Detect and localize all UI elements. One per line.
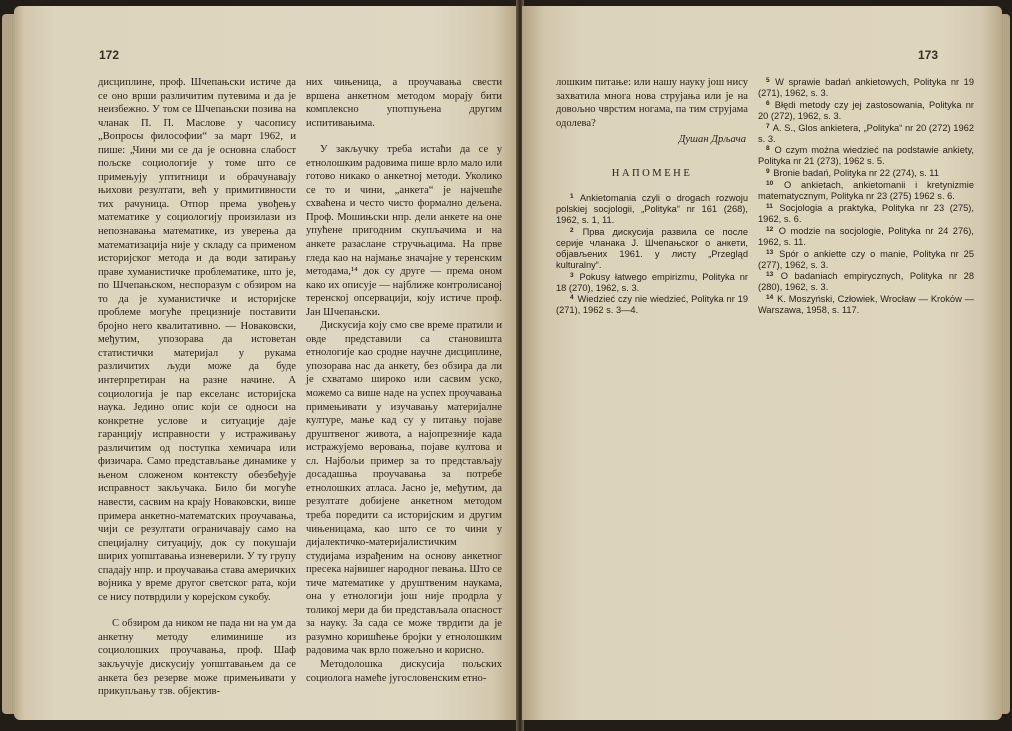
paragraph: Дискусија коју смо све време пратили и овде представили са становишта етнологије као сродне научне дисциплине, упозорава нас да анкету, без обзира да ли је схватамо широко или сасвим уско, можемо са више наде на успех проучавања примењивати у изучавању материјалне културе, мање кад су у питању појаве друштвеног живота, а најопрезније када истражујемо веровања, појаве култова и сл. Најбољи пример за то представљају досадашња проучавања за потребе етнолошких атласа. Јасно је, међутим, да резултате добијене анкетном методом треба поредити са историјским и другим чињеницама, као што се то чини у дијалектичко-материјалистичким студијама израђеним на основу анкетног пресека највишег народног певања. Што се тиче математике у друштвеним наукама, она у етнологији још није продрла у толикој мери да би представљала опасност за науку. За сада се може тврдити да је разумно коришћење бројки у етнолошким радовима чак врло пожељно и корисно. <box>306 320 502 657</box>
author-signature: Душан Дрљача <box>678 134 746 146</box>
footnote-text: Прва дискусија развила се после серије чланака J. Шчепањског о анкети, објављених 1961. у листу „Przegląd kulturalny“. <box>556 227 748 270</box>
footnote-number: 11 <box>766 202 773 210</box>
page-number-right: 173 <box>918 48 939 62</box>
footnote <box>758 293 974 316</box>
footnote-text: O badaniach empirycznych, Polityka nr 28 (280), 1962, s. 3. <box>758 271 974 293</box>
paragraph: Методолошка дискусија пољских социолога намеће југословенским етно- <box>306 658 502 684</box>
paragraph: У закључку треба истаћи да се у етнолошким радовима пише врло мало или готово никако о анкетној методи. Уколико се то и чини, „анкета“ је најчешће схваћена и често чисто формално дељена. Проф. Мошињски нпр. дели анкете на оне упућене пригодним скупљачима и на анкете разаслане стручњацима. На прве гледа као на најмање значајне у теренским методама,¹⁴ док су друге — према оном како их описује — најближе контролисаној теренској опсервацији, коју истиче проф. Јан Шчепањски. <box>306 144 502 318</box>
paragraph: них чињеница, а проучавања свести вршена анкетном методом морају бити комплексно употпуњена другим испитивањима. <box>306 77 502 129</box>
footnote-text: O czym można wiedzieć na podstawie ankiety, Polityka nr 21 (273), 1962 s. 5. <box>758 145 974 167</box>
footnote <box>556 293 748 316</box>
right-page-column-1 <box>556 76 748 316</box>
paragraph: С обзиром да ником не пада ни на ум да анкетну методу елиминише из социолошких проучавања, проф. Шаф закључује дискусију уопштавањем да се анкета без резерве може примењивати у прикупљању тзв. објектив- <box>98 618 296 698</box>
footnote-number: 3 <box>570 271 574 279</box>
footnote <box>556 271 748 294</box>
notes-list-right <box>758 76 974 316</box>
notes-list-left <box>556 192 748 316</box>
footnote <box>758 144 974 167</box>
footnote <box>758 76 974 99</box>
footnote-text: Spór o ankiette czy o manie, Polityka nr 25 (277), 1962, s. 3. <box>758 248 974 270</box>
footnote <box>556 192 748 226</box>
footnote-number: 12 <box>766 225 774 233</box>
footnote <box>758 248 974 271</box>
footnote <box>758 202 974 225</box>
footnote-number: 6 <box>766 99 770 107</box>
left-page <box>14 6 520 720</box>
footnote-text: Pokusy łatwego empirizmu, Polityka nr 18 (270), 1962, s. 3. <box>556 271 748 293</box>
footnote-number: 2 <box>570 227 574 234</box>
footnote-number: 7 <box>766 122 770 130</box>
footnote <box>758 99 974 122</box>
footnote-number: 4 <box>570 294 574 302</box>
left-page-column-2 <box>306 76 502 685</box>
footnote-text: Wiedzieć czy nie wiedzieć, Polityka nr 19 (271), 1962 s. 3—4. <box>556 294 748 316</box>
footnote-text: Błędi metody czy jej zastosowania, Polityka nr 20 (272), 1962, s. 3. <box>758 99 974 121</box>
footnote-text: Ankietomania czyli o drogach rozwoju polskiej socjologii, „Polityka“ nr 161 (268), 1962, s. 1, 11. <box>556 193 748 226</box>
footnote-text: A. S., Glos ankietera, „Polityka“ nr 20 (272) 1962 s. 3. <box>758 122 974 144</box>
footnote-text: Socjologia a praktyka, Polityka nr 23 (275), 1962, s. 6. <box>758 202 974 224</box>
footnote-number: 13 <box>766 248 774 256</box>
paragraph: лошким питање: или нашу науку још нису захватила многа нова струјања или је на довољно чврстим ногама, па тим струјама одолева? <box>556 77 748 129</box>
footnote-text: K. Moszyński, Człowiek, Wrocław — Krokόw — Warszawa, 1958, s. 117. <box>758 294 974 316</box>
footnote-text: O ankietach, ankietomanii i kretynizmie matematycznym, Polityka nr 23 (275) 1962 s. 6. <box>758 180 974 202</box>
footnote-number: 13 <box>766 271 774 279</box>
footnote-number: 5 <box>766 77 770 84</box>
right-page <box>522 6 1002 720</box>
footnote-text: Bronie badań, Polityka nr 22 (274), s. 11 <box>770 168 939 179</box>
paragraph: дисциплине, проф. Шчепањски истиче да се оно врши различитим путевима и да је неизбежно. У том се Шчепањски позива на чланак П. П. Маслове у часопису „Вопросы философии“ за март 1962, и пише: „Чини ми се да је основна слабост пољске социологије у томе што се примењују уптитници и обрачунавају њихови резултати, већ у примитивности тих рачуница. Отпор према увођењу математике у социологију произилази из непознавања математике, из уверења да математизација није у складу са применом историјског метода и да води затирању праве хуманистичке проблематике, што је, по Шчепањском, неспоразум с обзиром на то да је хуманистичке и историјске проблеме могуће прецизније поставити бројно него квалитативно. — Новаковски, међутим, упозорава да истоветан статистички материјал у рукама различитих људи може да буде интерпретиран на разне начине. А социологија је пар екселанс историјска наука. Једино опис који се односи на конкретне услове и ситуације даје гаранцију исправности у истраживању различитим од поступка хемичара или физичара. Само представљање динамике у њеном сложеном контексту обезбеђује исправност закључака. Било би могуће навести, сасвим на крају Новаковски, више примера анкетно-математских проучавања, чији се резултати ограничавају само на специјалну ситуацију, док су покушаји ширих уопштавања изневерили. У ту групу спадају нпр. и проучавања става америчких војника у време другог светског рата, који се нису потврдили у корејском сукобу. <box>98 77 296 603</box>
footnote <box>556 226 748 271</box>
footnote-number: 9 <box>766 168 770 176</box>
footnote <box>758 225 974 248</box>
footnote-number: 14 <box>766 294 774 302</box>
left-page-column-1 <box>98 76 296 699</box>
footnote <box>758 179 974 202</box>
footnote-text: W sprawie badań ankietowych, Polityka nr 19 (271), 1962, s. 3. <box>758 77 974 98</box>
footnote <box>758 270 974 293</box>
footnote-number: 10 <box>766 180 774 188</box>
footnote <box>758 122 974 145</box>
footnote-text: O modzie na socjologie, Polityka nr 24 276), 1962, s. 11. <box>758 225 974 247</box>
footnote <box>758 167 974 179</box>
footnote-number: 8 <box>766 145 770 153</box>
footnote-number: 1 <box>570 193 574 201</box>
page-number-left: 172 <box>99 48 120 62</box>
notes-heading: НАПОМЕНЕ <box>611 167 693 179</box>
